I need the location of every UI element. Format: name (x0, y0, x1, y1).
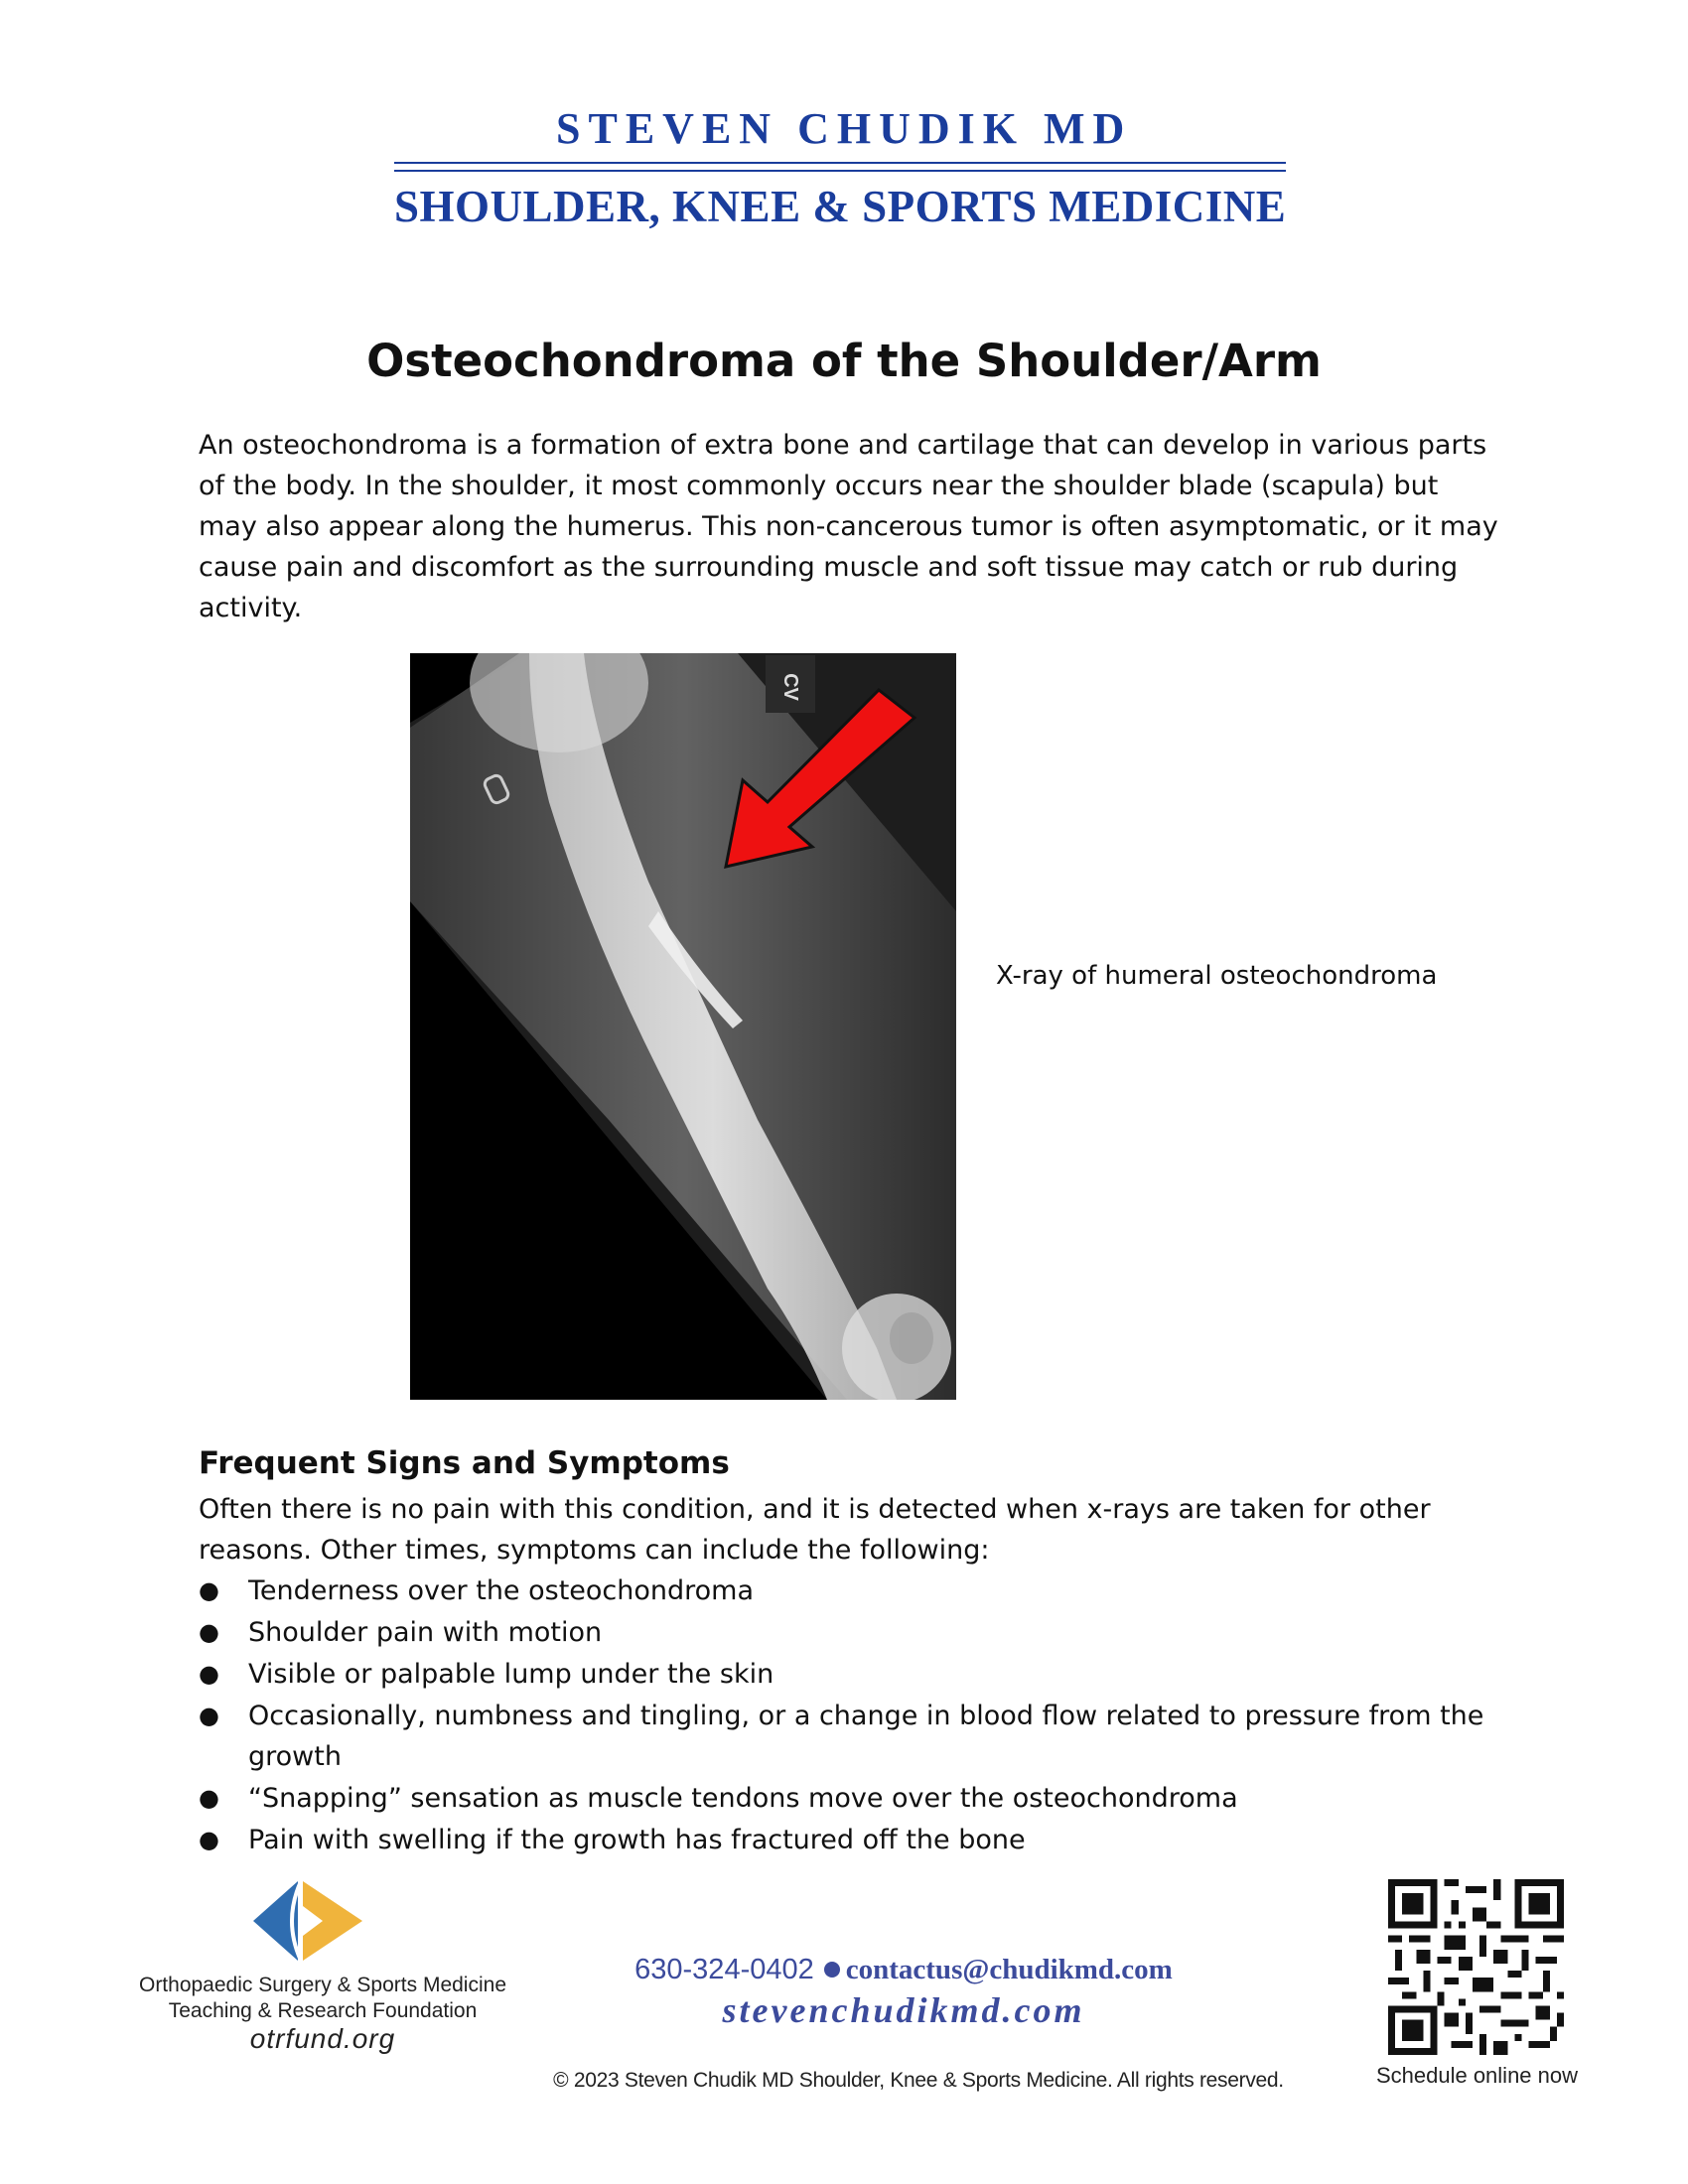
org-name-line1: Orthopaedic Surgery & Sports Medicine (138, 1974, 506, 1996)
phone-number[interactable]: 630-324-0402 (634, 1954, 814, 1985)
symptoms-heading: Frequent Signs and Symptoms (199, 1445, 730, 1481)
list-item-text: Visible or palpable lump under the skin (248, 1659, 774, 1690)
list-item-text: Tenderness over the osteochondroma (248, 1575, 755, 1606)
contact-line (556, 1954, 1251, 1986)
page-title: Osteochondroma of the Shoulder/Arm (366, 335, 1322, 387)
org-name-line2: Teaching & Research Foundation (168, 1999, 478, 2022)
qr-code-icon[interactable] (1388, 1879, 1564, 2055)
xray-image (410, 653, 956, 1400)
list-item (199, 1612, 1489, 1653)
figure-caption: X-ray of humeral osteochondroma (996, 961, 1438, 991)
list-item-text: Occasionally, numbness and tingling, or a change in blood flow related to pressure from the growth (248, 1701, 1484, 1772)
list-item (199, 1778, 1489, 1819)
list-item-text: “Snapping” sensation as muscle tendons move over the osteochondroma (248, 1783, 1238, 1814)
list-item-text: Shoulder pain with motion (248, 1617, 603, 1648)
website-link[interactable]: stevenchudikmd.com (722, 1990, 1085, 2030)
list-item (199, 1570, 1489, 1611)
symptoms-list (199, 1570, 1489, 1861)
xray-marker-label: CV (779, 673, 801, 701)
bullet-icon: ● (199, 1660, 219, 1688)
symptoms-intro: Often there is no pain with this condition, and it is detected when x-rays are taken for other reasons. Other times, symptoms can include the following: (199, 1494, 1431, 1566)
list-item (199, 1820, 1489, 1860)
practice-name: STEVEN CHUDIK MD (556, 104, 1133, 153)
list-item (199, 1696, 1489, 1777)
copyright-notice: © 2023 Steven Chudik MD Shoulder, Knee & Sports Medicine. All rights reserved. (553, 2069, 1284, 2092)
email-link[interactable]: contactus@chudikmd.com (845, 1954, 1173, 1985)
practice-specialty: SHOULDER, KNEE & SPORTS MEDICINE (394, 182, 1287, 231)
otrf-logo-icon (253, 1881, 362, 1961)
bullet-icon: ● (199, 1826, 219, 1853)
xray-graphic (410, 653, 956, 1400)
bullet-icon: ● (199, 1784, 219, 1812)
list-item (199, 1654, 1489, 1695)
list-item-text: Pain with swelling if the growth has fractured off the bone (248, 1825, 1026, 1855)
header-rule-top (394, 162, 1286, 164)
header-rule-bottom (394, 170, 1286, 172)
bullet-icon: ● (199, 1702, 219, 1729)
qr-caption: Schedule online now (1375, 2063, 1579, 2088)
org-website-link[interactable]: otrfund.org (249, 2023, 396, 2054)
intro-paragraph: An osteochondroma is a formation of extra bone and cartilage that can develop in various parts of the body. In the shoulder, it most commonly occurs near the shoulder blade (scapula) but may also appear along the humerus. This non-cancerous tumor is often asymptomatic, or it may cause pain and discomfort as the surrounding muscle and soft tissue may catch or rub during activity. (199, 430, 1498, 623)
separator-dot-icon (824, 1962, 840, 1978)
bullet-icon: ● (199, 1576, 219, 1604)
bullet-icon: ● (199, 1618, 219, 1646)
